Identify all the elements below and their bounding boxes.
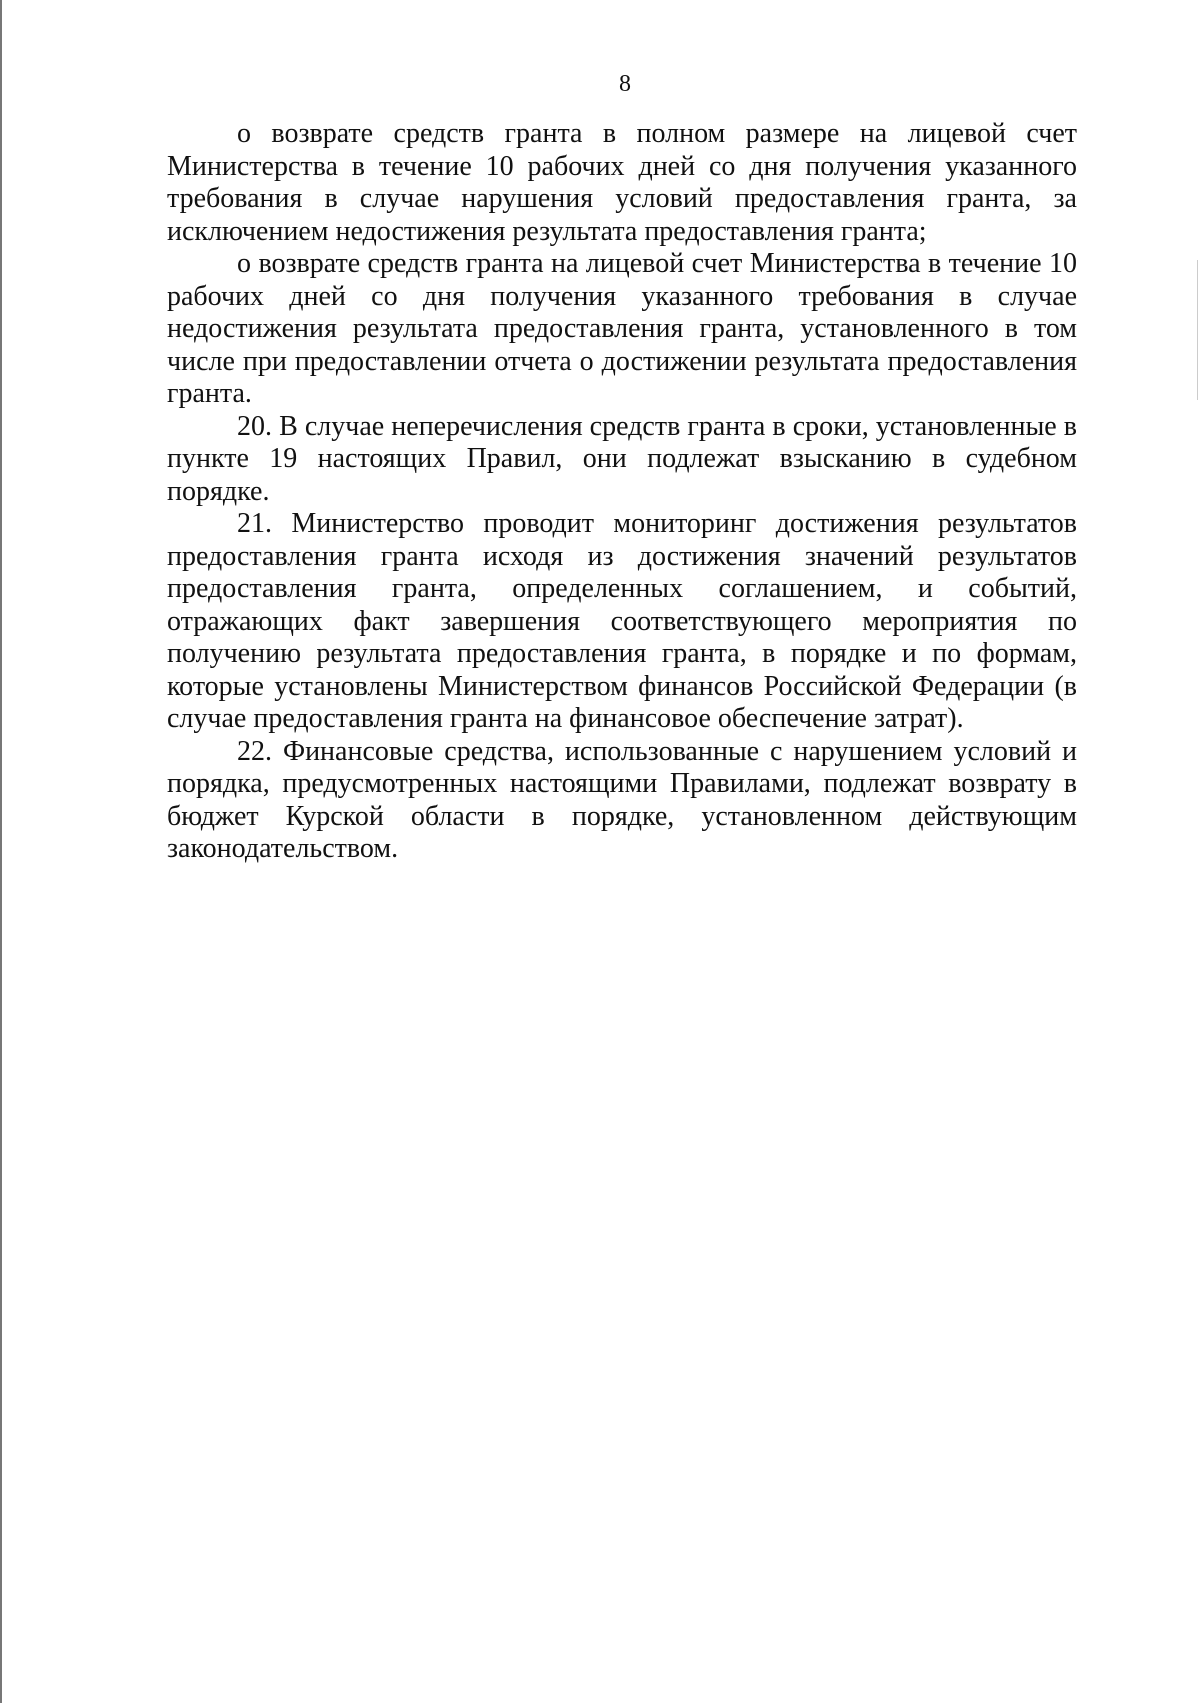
paragraph-return-full: о возврате средств гранта в полном размере на лицевой счет Министерства в течение 10 рабочих дней со дня получения указанного требования в случае нарушения условий предоставления гранта, за исключением недостижения результата предоставления гранта; xyxy=(167,118,1077,247)
paragraph-20: 20. В случае неперечисления средств гранта в сроки, установленные в пункте 19 настоящих Правил, они подлежат взысканию в судебном порядке. xyxy=(167,410,1077,507)
paragraph-21: 21. Министерство проводит мониторинг достижения результатов предоставления гранта исходя из достижения значений результатов предоставления гранта, определенных соглашением, и событий, отражающих факт завершения соответствующего мероприятия по получению результата предоставления гранта, в порядке и по формам, которые установлены Министерством финансов Российской Федерации (в случае предоставления гранта на финансовое обеспечение затрат). xyxy=(167,508,1077,734)
scan-edge xyxy=(0,0,2,1703)
paragraph-return-result: о возврате средств гранта на лицевой счет Министерства в течение 10 рабочих дней со дня получения указанного требования в случае недостижения результата предоставления гранта, установленного в том числе при предоставлении отчета о достижении результата предоставления гранта. xyxy=(167,248,1077,409)
paragraph-22: 22. Финансовые средства, использованные с нарушением условий и порядка, предусмотренных настоящими Правилами, подлежат возврату в бюджет Курской области в порядке, установленном действующим законодательством. xyxy=(167,735,1077,864)
document-body xyxy=(167,118,1077,866)
scan-edge xyxy=(1197,260,1198,400)
page-number: 8 xyxy=(619,71,631,97)
